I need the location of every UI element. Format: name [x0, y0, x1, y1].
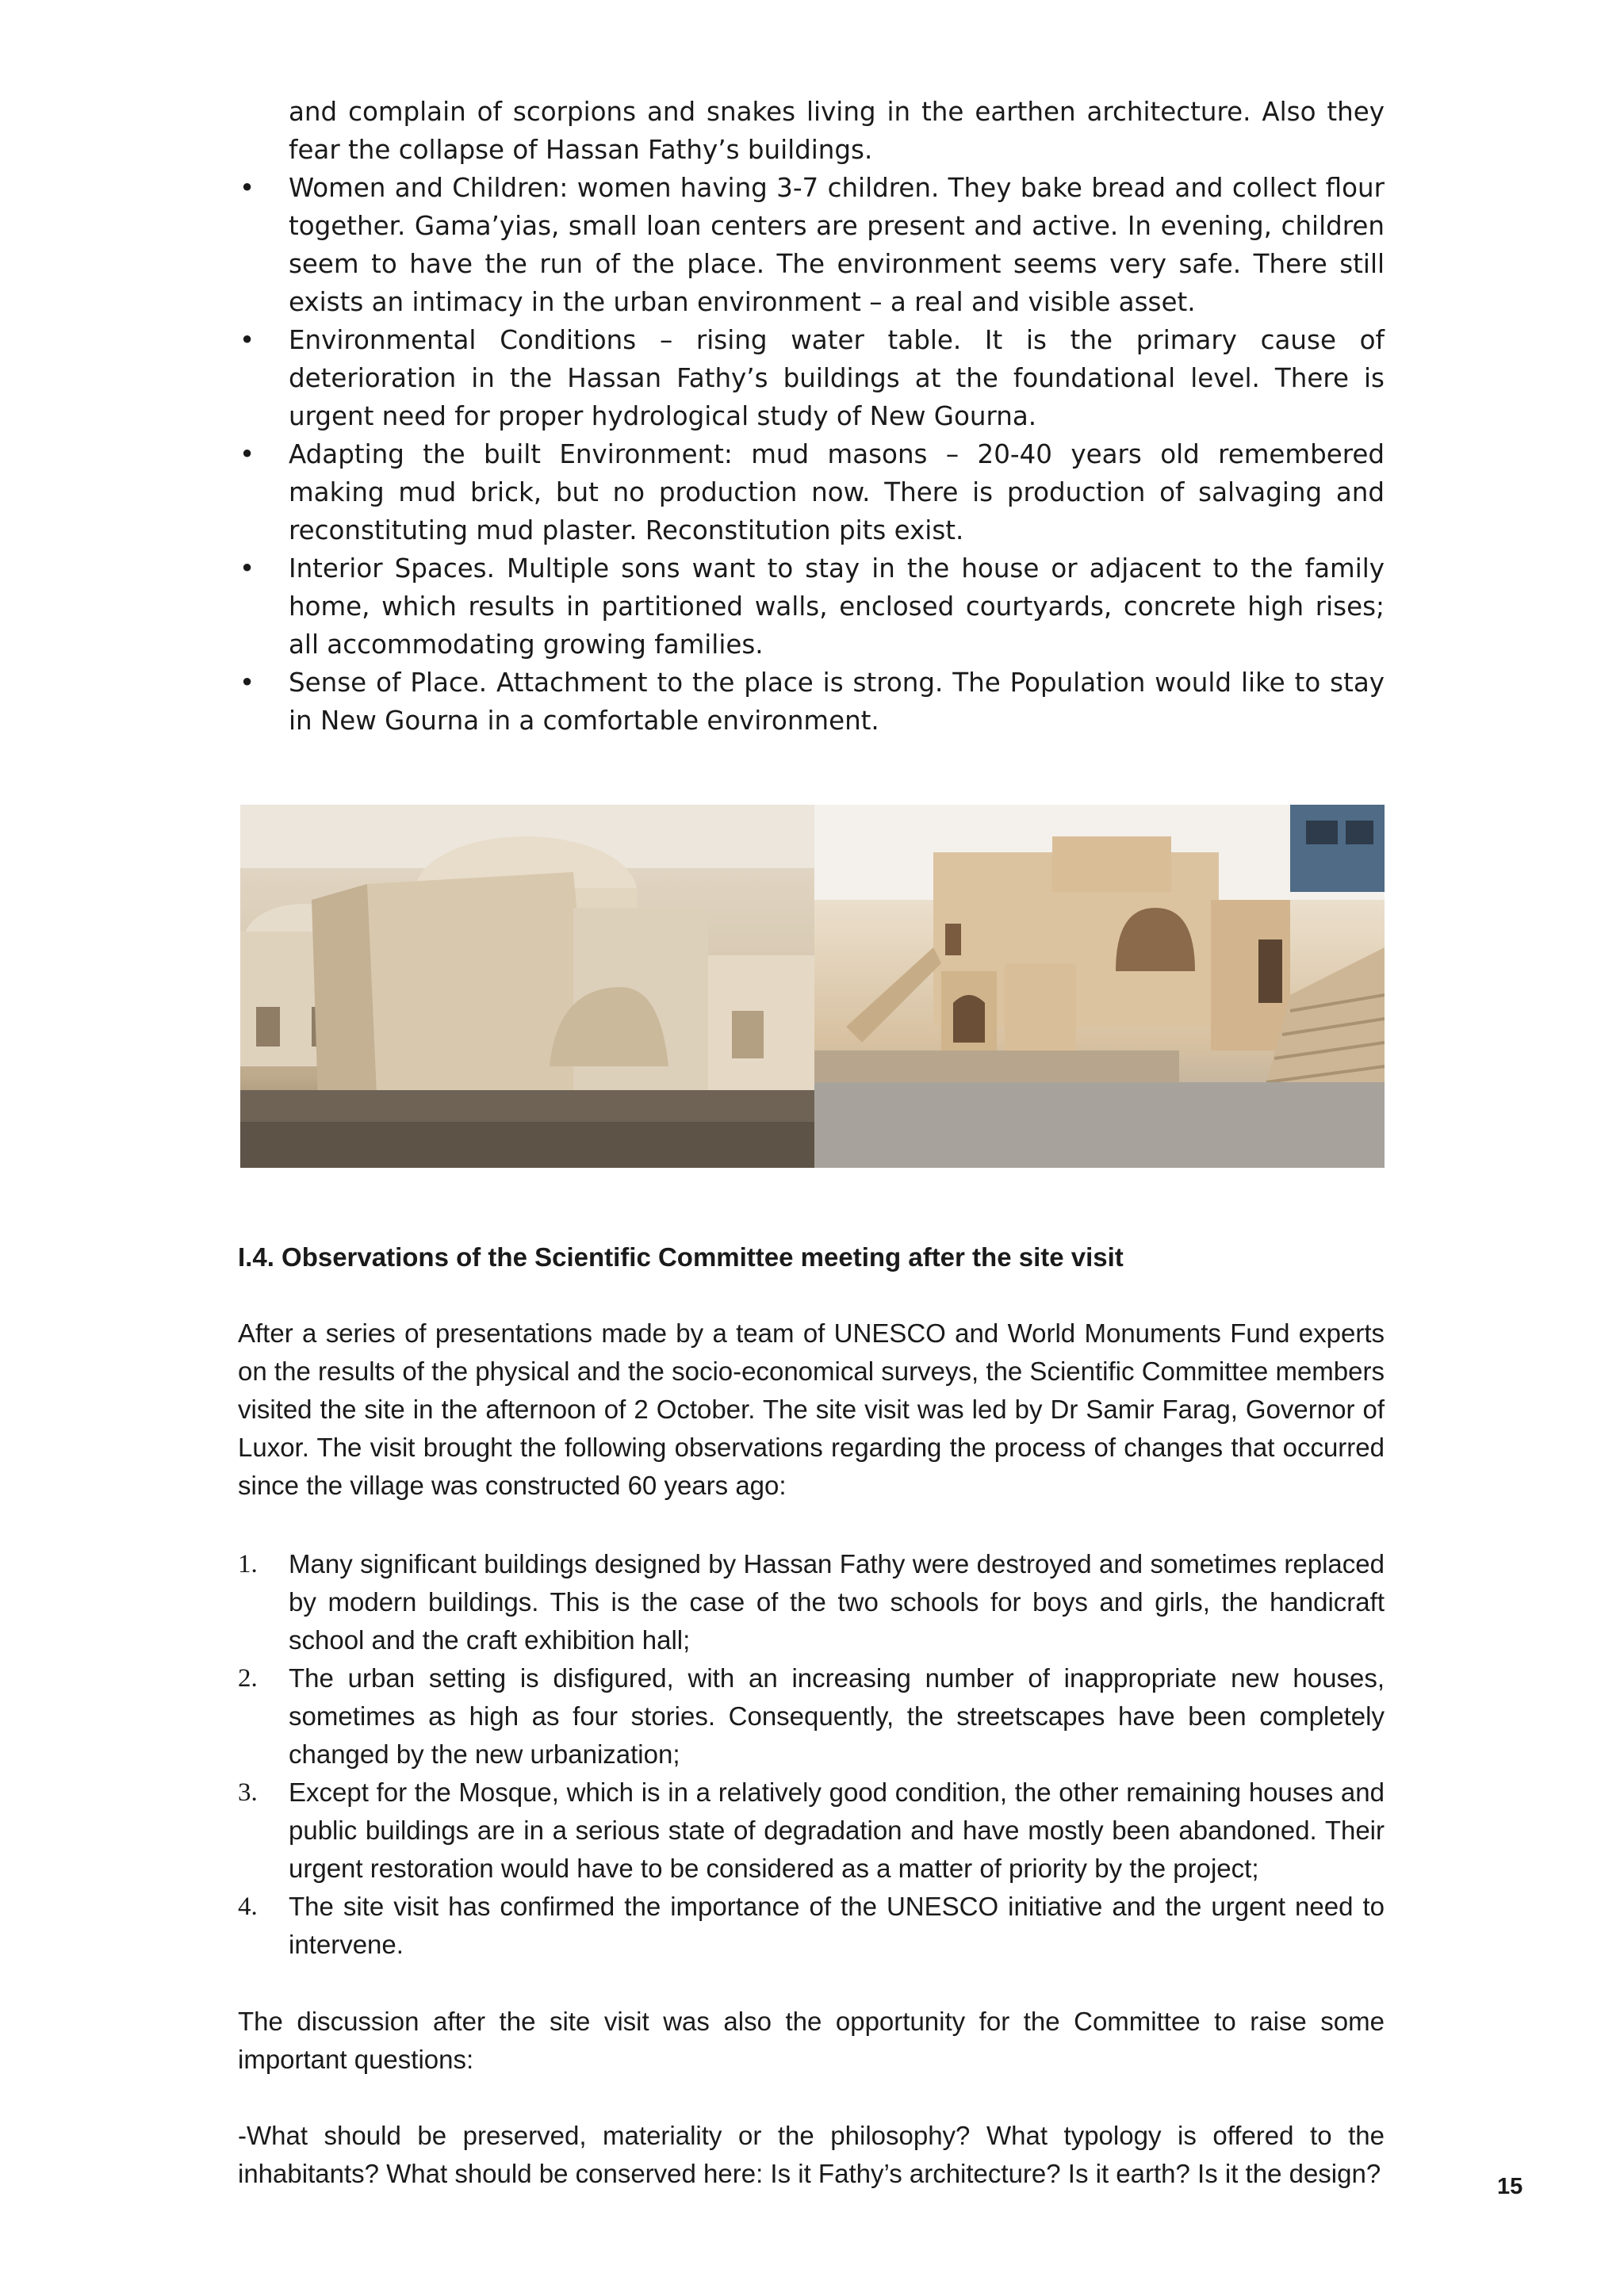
bullet-dot: • — [239, 668, 255, 698]
questions-paragraph: -What should be preserved, materiality or the philosophy? What typology is offered to the inhabitants? What should be conserved here: Is it Fathy’s architecture? Is it earth? Is it the design? — [238, 2121, 1385, 2188]
bullet-text: Environmental Conditions – rising water table. It is the primary cause of deterioration in the Hassan Fathy’s buildings at the foundational level. There is urgent need for proper hydrological study of New Gourna. — [289, 325, 1385, 431]
bullet-text: Adapting the built Environment: mud masons – 20-40 years old remembered making mud brick, but no production now. There is production of salvaging and reconstituting mud plaster. Reconstitution pits exist. — [289, 439, 1385, 545]
bullet-item — [238, 321, 1385, 435]
bullet-dot: • — [239, 173, 255, 203]
observation-item: 2. The urban setting is disfigured, with an increasing number of inappropriate new houses, sometimes as high as four stories. Consequently, the streetscapes have been completely changed by the new urbanization; — [238, 1663, 1385, 1769]
bullet-item — [238, 169, 1385, 321]
bullet-text: Interior Spaces. Multiple sons want to stay in the house or adjacent to the family home, which results in partitioned walls, enclosed courtyards, concrete high rises; all accommodating growing families. — [289, 553, 1385, 660]
photo-old-domed-buildings — [240, 805, 814, 1168]
survey-findings-list — [238, 93, 1385, 740]
photo-left-illustration — [240, 805, 814, 1168]
observation-item: 4. The site visit has confirmed the importance of the UNESCO initiative and the urgent need to intervene. — [238, 1892, 1385, 1959]
bullet-dot: • — [239, 325, 255, 355]
section-heading: I.4. Observations of the Scientific Committee meeting after the site visit — [238, 1242, 1124, 1272]
discussion-paragraph: The discussion after the site visit was also the opportunity for the Committee to raise some important questions: — [238, 2007, 1385, 2074]
photo-restored-courtyard — [814, 805, 1385, 1168]
observation-item: 3. Except for the Mosque, which is in a relatively good condition, the other remaining houses and public buildings are in a serious state of degradation and have mostly been abandoned. Their urgent restoration would have to be considered as a matter of priority by the project; — [238, 1777, 1385, 1883]
observation-item: 1. Many significant buildings designed by Hassan Fathy were destroyed and sometimes replaced by modern buildings. This is the case of the two schools for boys and girls, the handicraft school and the craft exhibition hall; — [238, 1549, 1385, 1655]
bullet-text: Women and Children: women having 3-7 children. They bake bread and collect flour together. Gama’yias, small loan centers are present and active. In evening, children seem to have the run of the place. The environment seems very safe. There still exists an intimacy in the urban environment – a real and visible asset. — [289, 173, 1385, 317]
page-number: 15 — [1497, 2174, 1523, 2199]
bullet-dot: • — [239, 553, 255, 584]
continuation-text: and complain of scorpions and snakes living in the earthen architecture. Also they fear the collapse of Hassan Fathy’s buildings. — [289, 97, 1385, 165]
bullet-item — [238, 664, 1385, 740]
photo-right-illustration — [814, 805, 1385, 1168]
bullet-item — [238, 435, 1385, 549]
bullet-dot: • — [239, 439, 255, 469]
photo-pair — [240, 805, 1385, 1168]
bullet-item — [238, 549, 1385, 664]
intro-paragraph: After a series of presentations made by a team of UNESCO and World Monuments Fund experts on the results of the physical and the socio-economical surveys, the Scientific Committee members visited the site in the afternoon of 2 October. The site visit was led by Dr Samir Farag, Governor of Luxor. The visit brought the following observations regarding the process of changes that occurred since the village was constructed 60 years ago: — [238, 1318, 1385, 1500]
observations-list — [238, 1545, 1385, 1964]
bullet-text: Sense of Place. Attachment to the place is strong. The Population would like to stay in New Gourna in a comfortable environment. — [289, 668, 1385, 736]
